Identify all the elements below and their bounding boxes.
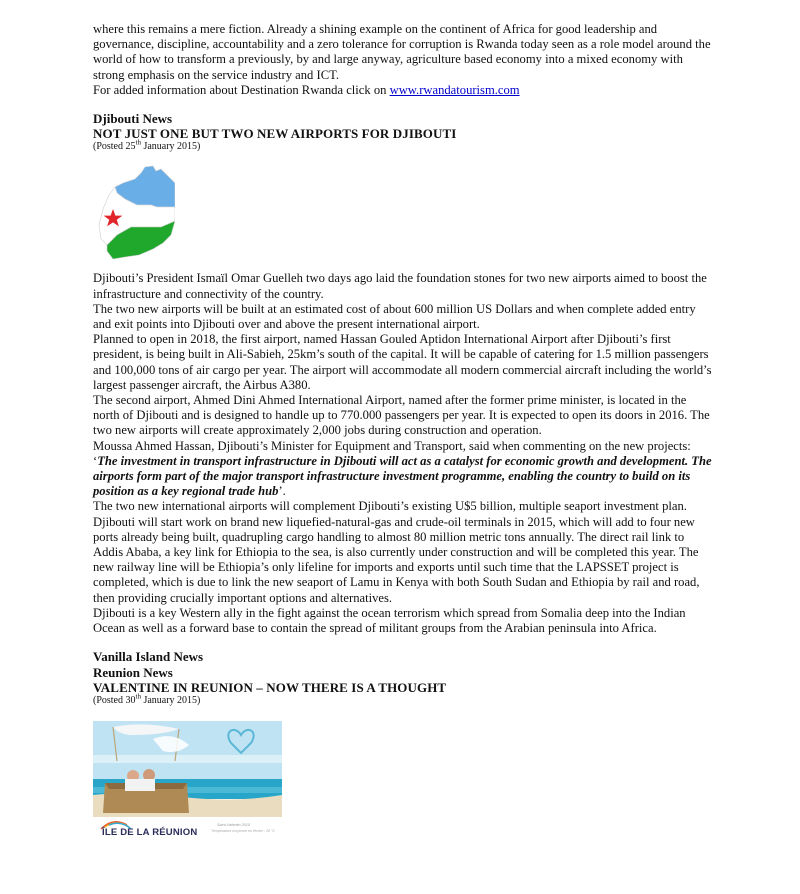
djibouti-paragraph-4: The second airport, Ahmed Dini Ahmed International Airport, named after the former prime minister, is located in the north of Djibouti and is designed to handle up to 770.000 passengers per year. It is expected to open its doors in 2016. The two new airports will create approximately 2,000 jobs during construction and operation.	[93, 393, 710, 438]
intro-paragraph: where this remains a mere fiction. Already a shining example on the continent of Africa for good leadership and governance, discipline, accountability and a zero tolerance for corruption is Rwanda today seen as a role model around the world of how to transform a previously, by and large anyway, agriculture based economy into a mixed economy with strong emphasis on the service industry and ICT.	[93, 22, 711, 82]
djibouti-paragraph-2: The two new airports will be built at an estimated cost of about 600 million US Dollars and when complete added entry and exit points into Djibouti over and above the present international airport.	[93, 301, 696, 332]
djibouti-paragraph-3: Planned to open in 2018, the first airport, named Hassan Gouled Aptidon International Airport after Djibouti’s first president, is being built in Ali-Sabieh, 25km’s south of the capital. It will be capable of catering for 1.5 million passengers and 100,000 tons of air cargo per year. The airport will accommodate all modern commercial aircraft including the world’s largest passenger aircraft, the Airbus A380.	[93, 332, 712, 392]
djibouti-paragraph-6: The two new international airports will complement Djibouti’s existing U$5 billion, multiple seaport investment plan. Djibouti will start work on brand new liquefied-natural-gas and crude-oil terminals in 2015, which will add to four new ports already being built, quadrupling cargo handling to almost 80 million metric tons annually. The direct rail link to Addis Ababa, a key link for Ethiopia to the sea, is also currently under construction and will be completed this year. The new railway line will be Ethiopia’s only lifeline for imports and exports until such time that the LAPSSET project is completed, which is due to link the new seaport of Lamu in Kenya with both South Sudan and Ethiopia by rail and road, then providing crucially important options and alternatives.	[93, 499, 700, 605]
reunion-valentine-image	[93, 721, 282, 843]
reunion-logo-text: ÎLE DE LA RÉUNION	[102, 826, 198, 838]
djibouti-flag-map-icon	[95, 165, 175, 261]
promo-caption-temperature: Température moyenne en février : 28 °C	[211, 828, 276, 833]
headline-reunion: VALENTINE IN REUNION – NOW THERE IS A THOUGHT	[93, 679, 447, 695]
document-page	[93, 22, 713, 843]
djibouti-paragraph-5: Moussa Ahmed Hassan, Djibouti’s Minister for Equipment and Transport, said when commenting on the new projects: ‘The investment in transport infrastructure in Djibouti will act as a catalyst for economic growth and development. The airports form part of the major transport infrastructure investment programme, enabling the country to build on its position as a key regional trade hub’.	[93, 438, 712, 499]
minister-quote: The investment in transport infrastructure in Djibouti will act as a catalyst for economic growth and development. The airports form part of the major transport infrastructure investment programme, enabling the country to build on its position as a key regional trade hub	[93, 453, 712, 499]
rwanda-tourism-link[interactable]: www.rwandatourism.com	[389, 82, 520, 97]
headline-djibouti: NOT JUST ONE BUT TWO NEW AIRPORTS FOR DJIBOUTI	[93, 126, 457, 142]
posted-date-reunion: (Posted 30th January 2015)	[93, 692, 201, 706]
djibouti-paragraph-1: Djibouti’s President Ismaïl Omar Guelleh two days ago laid the foundation stones for two new airports aimed to boost the infrastructure and connectivity of the country.	[93, 271, 707, 301]
section-title-reunion: Reunion News	[93, 664, 173, 680]
promo-caption-title: Saint-Valentin 2015	[217, 822, 251, 827]
section-title-vanilla-islands: Vanilla Island News	[93, 649, 204, 665]
link-prefix: For added information about Destination Rwanda click on	[93, 82, 390, 97]
posted-date-djibouti: (Posted 25th January 2015)	[93, 139, 201, 153]
section-title-djibouti: Djibouti News	[93, 111, 173, 127]
rwanda-link-line	[93, 83, 713, 98]
djibouti-paragraph-7: Djibouti is a key Western ally in the fight against the ocean terrorism which spread from Somalia deep into the Indian Ocean as well as a forward base to contain the spread of militant groups from the Arabian peninsula into Africa.	[93, 605, 686, 636]
